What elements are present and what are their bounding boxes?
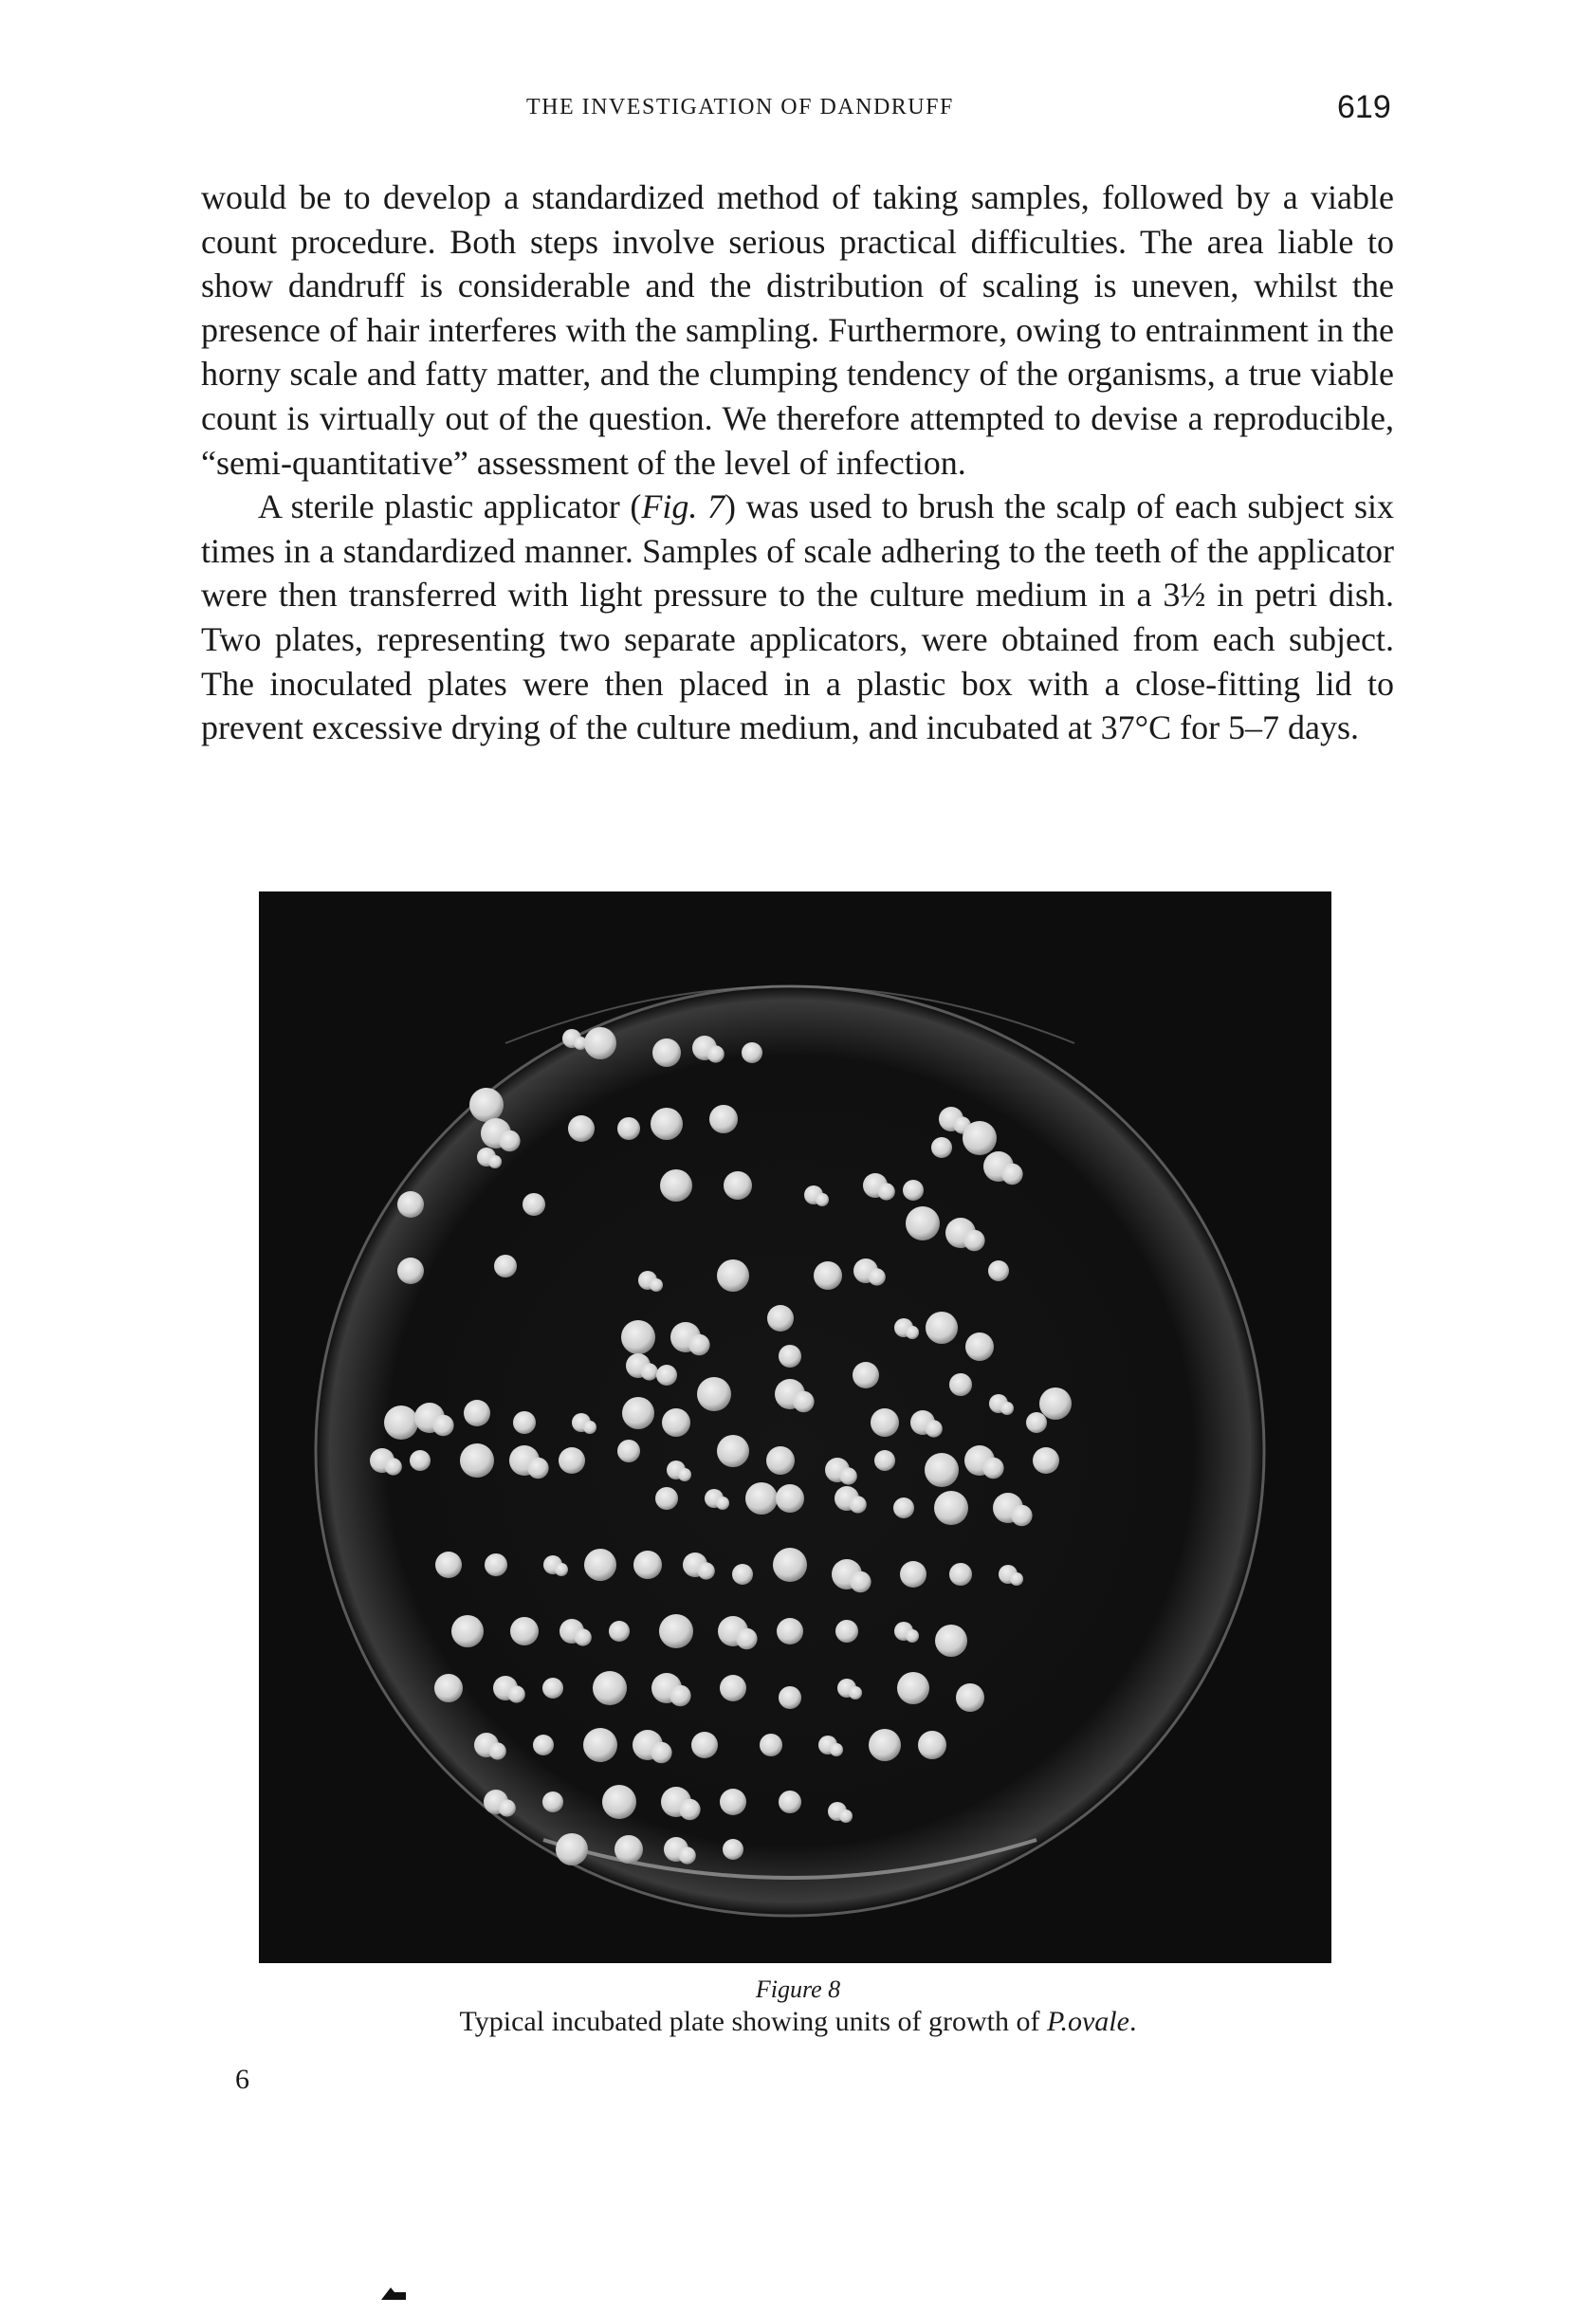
colony — [622, 1397, 654, 1429]
colony — [849, 1686, 862, 1700]
colony — [777, 1618, 803, 1644]
colony — [542, 1791, 563, 1812]
colony — [397, 1191, 424, 1218]
colony — [814, 1261, 842, 1290]
colony — [523, 1193, 545, 1216]
colony — [533, 1735, 554, 1755]
colony — [513, 1411, 536, 1434]
colony — [469, 1088, 504, 1122]
colony — [835, 1620, 858, 1643]
colony — [434, 1674, 463, 1702]
colony — [679, 1799, 700, 1820]
colony — [720, 1675, 746, 1701]
colony — [488, 1155, 502, 1168]
colony — [717, 1259, 749, 1292]
colony — [584, 1027, 616, 1059]
colony — [659, 1614, 693, 1648]
colony — [874, 1450, 895, 1471]
colony — [1010, 1572, 1023, 1586]
colony — [1000, 1402, 1014, 1415]
colony — [1033, 1447, 1059, 1474]
colony — [651, 1108, 683, 1140]
colony — [660, 1169, 692, 1202]
colony — [897, 1672, 929, 1704]
colony — [435, 1552, 462, 1578]
colony — [869, 1268, 886, 1285]
colony — [853, 1362, 879, 1388]
colony — [1001, 1164, 1022, 1185]
colony — [650, 1278, 663, 1292]
colony — [906, 1206, 940, 1240]
colony — [903, 1180, 924, 1201]
colony — [779, 1345, 801, 1368]
colony — [542, 1678, 563, 1699]
colony — [850, 1571, 871, 1592]
colony — [508, 1685, 525, 1702]
colony — [688, 1334, 709, 1355]
colony — [593, 1671, 627, 1705]
colony — [793, 1391, 814, 1412]
colony — [982, 1458, 1003, 1479]
colony — [583, 1421, 596, 1434]
colony — [949, 1373, 972, 1396]
figure-caption — [0, 2006, 1596, 2038]
colony — [707, 1045, 725, 1062]
colony — [925, 1453, 959, 1487]
colony — [965, 1332, 994, 1361]
colony — [839, 1810, 853, 1823]
colony — [559, 1447, 585, 1474]
colony — [779, 1791, 801, 1813]
colony — [678, 1468, 691, 1481]
colony — [1026, 1412, 1047, 1433]
body-text — [201, 175, 1394, 750]
colony — [956, 1683, 984, 1712]
colony — [464, 1400, 490, 1426]
colony — [651, 1742, 671, 1763]
colony — [583, 1728, 617, 1762]
colony — [871, 1408, 899, 1437]
colony — [641, 1363, 658, 1380]
colony — [460, 1443, 494, 1478]
running-head — [0, 89, 1596, 133]
colony — [384, 1406, 418, 1440]
colony — [451, 1615, 484, 1647]
colony — [494, 1255, 517, 1277]
colony — [893, 1497, 914, 1518]
colony — [776, 1484, 804, 1513]
colony — [840, 1467, 857, 1484]
colony — [633, 1551, 662, 1579]
colony — [697, 1377, 731, 1411]
colony — [662, 1408, 690, 1437]
colony — [732, 1564, 753, 1585]
paragraph-1: would be to develop a standardized method of taking samples, followed by a viable count procedure. Both steps involve serious practical difficulties. The area liable to show dandruff is considerable and the distribution of scaling is uneven, whilst the presence of hair interferes with the sampling. Furthermore, owing to entrainment in the horny scale and fatty matter, and the clumping tendency of the organisms, a true viable count is virtually out of the question. We therefore attempted to devise a reproducible, “semi-quantitative” assessment of the level of infection. — [201, 178, 1394, 482]
caption-prefix: Typical incubated plate showing units of growth of — [459, 2006, 1047, 2037]
colony — [906, 1326, 919, 1339]
colony — [716, 1497, 729, 1510]
colony — [527, 1458, 548, 1479]
colony — [926, 1312, 958, 1344]
colony — [779, 1686, 801, 1709]
colony — [709, 1105, 738, 1133]
colony — [1039, 1387, 1072, 1420]
colony — [963, 1121, 997, 1155]
colony — [655, 1487, 678, 1510]
colony — [652, 1038, 681, 1067]
colony — [926, 1420, 943, 1437]
colony — [691, 1732, 718, 1758]
printer-mark-icon — [379, 2284, 408, 2301]
colony — [949, 1563, 972, 1586]
colony — [850, 1496, 867, 1513]
colony — [555, 1563, 568, 1576]
colony — [931, 1137, 952, 1158]
colony — [745, 1482, 778, 1515]
colony — [869, 1729, 901, 1761]
paragraph-2 — [201, 485, 1394, 750]
colony — [609, 1621, 630, 1642]
colony — [568, 1115, 595, 1142]
colony — [766, 1446, 795, 1475]
colony — [556, 1833, 588, 1865]
colony — [656, 1365, 677, 1386]
colony — [670, 1685, 690, 1706]
colony — [615, 1835, 643, 1864]
colony — [720, 1789, 746, 1815]
caption-species: P.ovale — [1047, 2006, 1129, 2037]
colony — [1011, 1505, 1032, 1526]
colony — [397, 1258, 424, 1284]
colony — [918, 1731, 946, 1759]
colony — [499, 1799, 516, 1816]
colony — [432, 1415, 453, 1436]
colony — [830, 1743, 843, 1756]
colony — [617, 1440, 640, 1462]
colony — [679, 1846, 696, 1864]
colony — [934, 1491, 968, 1525]
colony — [575, 1628, 592, 1645]
colony — [878, 1183, 895, 1200]
colony — [723, 1839, 743, 1860]
colony — [617, 1117, 640, 1140]
paragraph-2-part-2: ) was used to brush the scalp of each subject six times in a standardized manner. Samples of scale adhering to the teeth of the applicator were then transferred with light pressure to the culture medium in a 3½ in petri dish. Two plates, representing two separate applicators, were obtained from each subject. The inoculated plates were then placed in a plastic box with a close-fitting lid to prevent excessive drying of the culture medium, and incubated at 37°C for 5–7 days. — [201, 487, 1394, 747]
colony — [773, 1548, 807, 1582]
colony — [767, 1305, 794, 1332]
colony — [510, 1617, 539, 1645]
colony — [698, 1562, 715, 1579]
colony — [988, 1260, 1009, 1281]
colony — [584, 1549, 616, 1581]
colony — [935, 1625, 967, 1657]
paragraph-2-part-1: A sterile plastic applicator ( — [258, 487, 642, 526]
colony — [717, 1435, 749, 1467]
petri-dish-illustration — [259, 891, 1331, 1963]
caption-suffix: . — [1128, 2006, 1137, 2037]
colony — [499, 1130, 520, 1151]
page-number: 619 — [1337, 89, 1391, 125]
folio-number: 6 — [235, 2064, 249, 2095]
colony — [963, 1230, 984, 1251]
figure-label: Figure 8 — [755, 1975, 841, 2003]
colony — [900, 1561, 926, 1588]
colony — [602, 1785, 636, 1819]
colony — [724, 1171, 752, 1200]
colony — [385, 1458, 402, 1475]
colony — [621, 1320, 655, 1354]
colony — [736, 1628, 757, 1649]
colony — [742, 1042, 762, 1063]
petri-dish-photo — [259, 891, 1331, 1963]
colony — [760, 1734, 782, 1756]
colony — [816, 1193, 829, 1206]
running-title: THE INVESTIGATION OF DANDRUFF — [526, 95, 954, 119]
figure-reference: Fig. 7 — [641, 487, 725, 526]
colony — [485, 1553, 507, 1576]
colony — [489, 1742, 506, 1759]
colony — [906, 1629, 919, 1643]
colony — [410, 1450, 431, 1471]
